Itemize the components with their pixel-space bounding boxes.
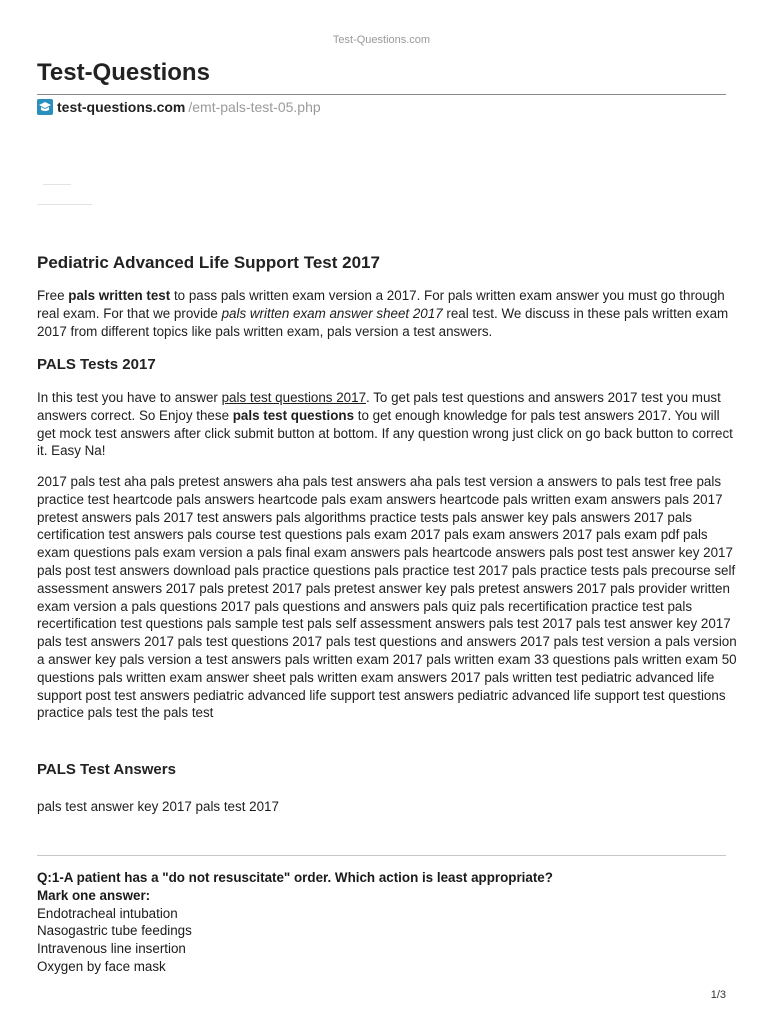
answer-option[interactable]: Oxygen by face mask <box>37 958 166 974</box>
divider <box>43 184 71 185</box>
page-number: 1/3 <box>710 989 726 1001</box>
article-title: Pediatric Advanced Life Support Test 2017 <box>37 253 380 272</box>
answers-paragraph: pals test answer key 2017 pals test 2017 <box>37 799 279 814</box>
url-path[interactable]: /emt-pals-test-05.php <box>188 99 321 115</box>
brand-title: Test-Questions <box>37 59 210 86</box>
pals-test-questions-link[interactable]: pals test questions 2017 <box>221 390 367 405</box>
question-instruction: Mark one answer: <box>37 887 151 903</box>
pals-tests-paragraph: In this test you have to answer pals test questions 2017. To get pals test questions and answers 2017 test you must answers correct. So Enjoy these pals test questions to get enough knowledge for pals test answers 2017. You will get mock test answers after click submit button at bottom. If any question wrong just click on go back button to correct it. Easy Na! <box>37 390 733 459</box>
site-favicon-icon <box>37 99 53 115</box>
divider <box>37 204 92 205</box>
section-heading-pals-answers: PALS Test Answers <box>37 761 176 778</box>
intro-paragraph: Free pals written test to pass pals written exam version a 2017. For pals written exam answer you must go through real exam. For that we provide pals written exam answer sheet 2017 real test. We discuss in these pals written exam 2017 from different topics like pals written exam, pals version a test answers. <box>37 288 729 339</box>
answer-option[interactable]: Intravenous line insertion <box>37 941 186 957</box>
keywords-paragraph: 2017 pals test aha pals pretest answers aha pals test answers aha pals test version a answers to pals test free pals practice test heartcode pals answers heartcode pals exam answers heartcode pals written exam answers pals 2017 pretest answers pals 2017 test answers pals algorithms practice tests pals answer key pals answers 2017 pals certification test answers pals course test questions pals exam 2017 pals exam answers 2017 pals exam pdf pals exam questions pals exam version a pals final exam answers pals heartcode answers pals post test answer key 2017 pals post test answers download pals practice questions pals practice test 2017 pals practice tests pals precourse self assessment answers 2017 pals pretest 2017 pals pretest answer key pals pretest answers 2017 pals provider written exam version a pals questions 2017 pals questions and answers pals quiz pals recertification practice test pals recertification test questions pals sample test pals self assessment answers pals test 2017 pals test answer key 2017 pals test answers 2017 pals test questions 2017 pals test questions and answers 2017 pals test version a pals version a answer key pals version a test answers pals written exam 2017 pals written exam 33 questions pals written exam 50 questions pals written exam answer sheet pals written exam answers 2017 pals written test pediatric advanced life support post test answers pediatric advanced life support test answers pediatric advanced life support test questions practice pals test the pals test <box>37 474 737 721</box>
answer-option[interactable]: Nasogastric tube feedings <box>37 923 192 939</box>
question-title: Q:1-A patient has a "do not resuscitate" order. Which action is least appropriate? <box>37 870 553 885</box>
url-domain[interactable]: test-questions.com <box>57 99 186 115</box>
source-url[interactable] <box>37 99 321 115</box>
section-heading-pals-tests: PALS Tests 2017 <box>37 356 156 373</box>
question-divider <box>37 855 726 856</box>
header-divider <box>37 94 726 95</box>
answer-option[interactable]: Endotracheal intubation <box>37 905 178 921</box>
site-label: Test-Questions.com <box>332 34 431 46</box>
question-block <box>37 869 553 976</box>
